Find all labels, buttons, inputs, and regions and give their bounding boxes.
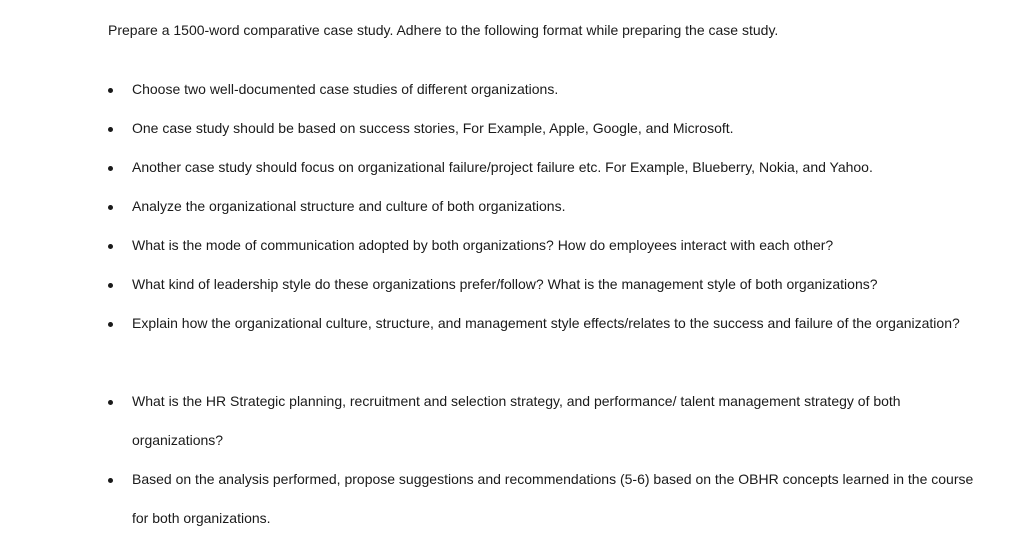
bullet-icon bbox=[108, 166, 113, 171]
list-item-text: Based on the analysis performed, propose suggestions and recommendations (5-6) based on the OBHR concepts learned in the course for both organizations. bbox=[132, 471, 974, 526]
bullet-icon bbox=[108, 478, 113, 483]
bullet-icon bbox=[108, 205, 113, 210]
list-item-text: What is the mode of communication adopted by both organizations? How do employees interact with each other? bbox=[132, 237, 834, 253]
bullet-icon bbox=[108, 322, 113, 327]
bullet-icon bbox=[108, 244, 113, 249]
list-item-text: Choose two well-documented case studies of different organizations. bbox=[132, 81, 559, 97]
list-item-text: Another case study should focus on organizational failure/project failure etc. For Example, Blueberry, Nokia, and Yahoo. bbox=[132, 159, 873, 175]
bullet-icon bbox=[108, 88, 113, 93]
list-item-text: Analyze the organizational structure and culture of both organizations. bbox=[132, 198, 566, 214]
list-item-text: One case study should be based on success stories, For Example, Apple, Google, and Microsoft. bbox=[132, 120, 734, 136]
intro-paragraph: Prepare a 1500-word comparative case study. Adhere to the following format while preparing the case study. bbox=[108, 22, 779, 38]
bullet-icon bbox=[108, 400, 113, 405]
bullet-icon bbox=[108, 283, 113, 288]
bullet-icon bbox=[108, 127, 113, 132]
list-item-text: What is the HR Strategic planning, recruitment and selection strategy, and performance/ talent management strategy of both organizations? bbox=[132, 393, 901, 448]
list-item-text: What kind of leadership style do these organizations prefer/follow? What is the management style of both organizations? bbox=[132, 276, 878, 292]
list-item-text: Explain how the organizational culture, structure, and management style effects/relates to the success and failure of the organization? bbox=[132, 315, 960, 331]
